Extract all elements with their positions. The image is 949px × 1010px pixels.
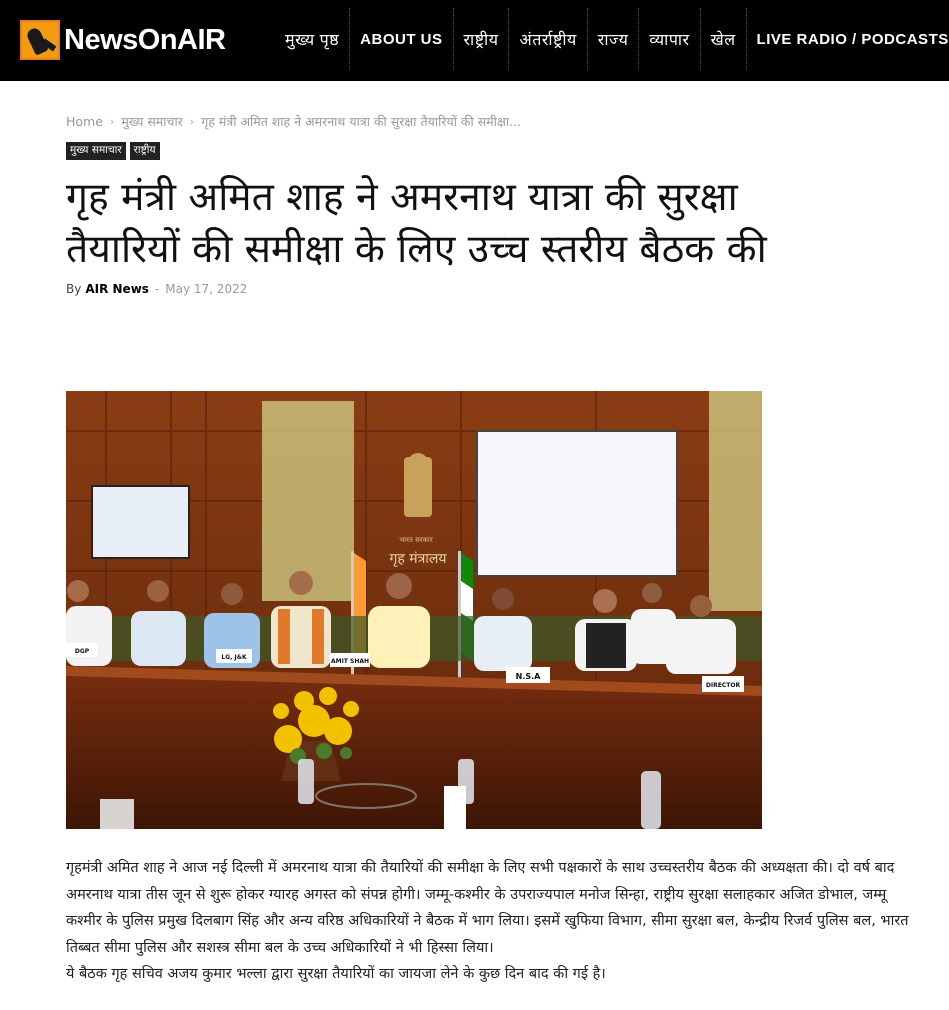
nav-item-international[interactable]: अंतर्राष्ट्रीय [509, 8, 587, 70]
photo-nameplate-lg: LG, J&K [221, 654, 247, 661]
breadcrumb-home[interactable]: Home [66, 114, 103, 129]
microphone-icon [20, 20, 60, 60]
photo-nameplate-nsa: N.S.A [515, 672, 541, 681]
publish-date: May 17, 2022 [165, 282, 248, 296]
article-title-line-2: तैयारियों की समीक्षा के लिए उच्च स्तरीय बैठक की [66, 227, 767, 272]
logo-text: NewsOnAIR [64, 23, 226, 56]
tag-top-news[interactable]: मुख्य समाचार [66, 142, 126, 160]
photo-ministry-sign: गृह मंत्रालय [389, 551, 447, 567]
photo-nameplate-dgp: DGP [74, 648, 90, 655]
main-nav [275, 8, 949, 70]
breadcrumb [66, 113, 521, 130]
category-tags [66, 142, 160, 160]
nav-item-live-radio[interactable]: LIVE RADIO / PODCASTS [756, 30, 949, 48]
article-paragraph-2: ये बैठक गृह सचिव अजय कुमार भल्ला द्वारा सुरक्षा तैयारियों का जायजा लेने के कुछ दिन बाद की गई है। [66, 966, 606, 982]
photo-ministry-small-sign: भारत सरकार [399, 536, 433, 544]
nav-item-about-us[interactable]: ABOUT US [350, 8, 453, 70]
chevron-right-icon: › [189, 115, 195, 128]
site-logo[interactable] [20, 18, 225, 62]
chevron-right-icon: › [109, 115, 115, 128]
nav-item-sports[interactable]: खेल [701, 8, 747, 70]
article-body [66, 855, 916, 988]
meta-separator: - [154, 282, 160, 296]
article-title [66, 172, 886, 276]
photo-nameplate-director: DIRECTOR [705, 682, 741, 689]
tag-national[interactable]: राष्ट्रीय [130, 142, 160, 160]
nav-item-home[interactable]: मुख्य पृष्ठ [275, 8, 350, 70]
article-title-line-1: गृह मंत्री अमित शाह ने अमरनाथ यात्रा की सुरक्षा [66, 175, 738, 220]
nav-item-business[interactable]: व्यापार [639, 8, 700, 70]
nav-item-states[interactable]: राज्य [588, 8, 640, 70]
article-photo [66, 391, 762, 829]
author-link[interactable]: AIR News [85, 282, 149, 296]
nav-item-national[interactable]: राष्ट्रीय [454, 8, 510, 70]
breadcrumb-section[interactable]: मुख्य समाचार [121, 114, 183, 129]
byline-prefix: By [66, 282, 82, 296]
photo-nameplate-amit-shah: AMIT SHAH [330, 658, 370, 665]
article-meta [66, 282, 247, 296]
article-paragraph-1: गृहमंत्री अमित शाह ने आज नई दिल्ली में अमरनाथ यात्रा की तैयारियों की समीक्षा के लिए सभी पक्षकारों के साथ उच्चस्तरीय बैठक की अध्यक्षता की। दो वर्ष बाद अमरनाथ यात्रा तीस जून से शुरू होकर ग्यारह अगस्त को संपन्न होगी। जम्मू-कश्मीर के उपराज्यपाल मनोज सिन्हा, राष्ट्रीय सुरक्षा सलाहकार अजित डोभाल, जम्मू कश्मीर के पुलिस प्रमुख दिलबाग सिंह और अन्य वरिष्ठ अधिकारियों ने बैठक में भाग लिया। इसमें खुफिया विभाग, सीमा सुरक्षा बल, केन्द्रीय रिजर्व पुलिस बल, भारत तिब्बत सीमा पुलिस और सशस्त्र सीमा बल के उच्च अधिकारियों ने भी हिस्सा लिया। [66, 860, 909, 956]
site-header [0, 0, 949, 81]
breadcrumb-current: गृह मंत्री अमित शाह ने अमरनाथ यात्रा की सुरक्षा तैयारियों की समीक्षा... [201, 114, 521, 129]
